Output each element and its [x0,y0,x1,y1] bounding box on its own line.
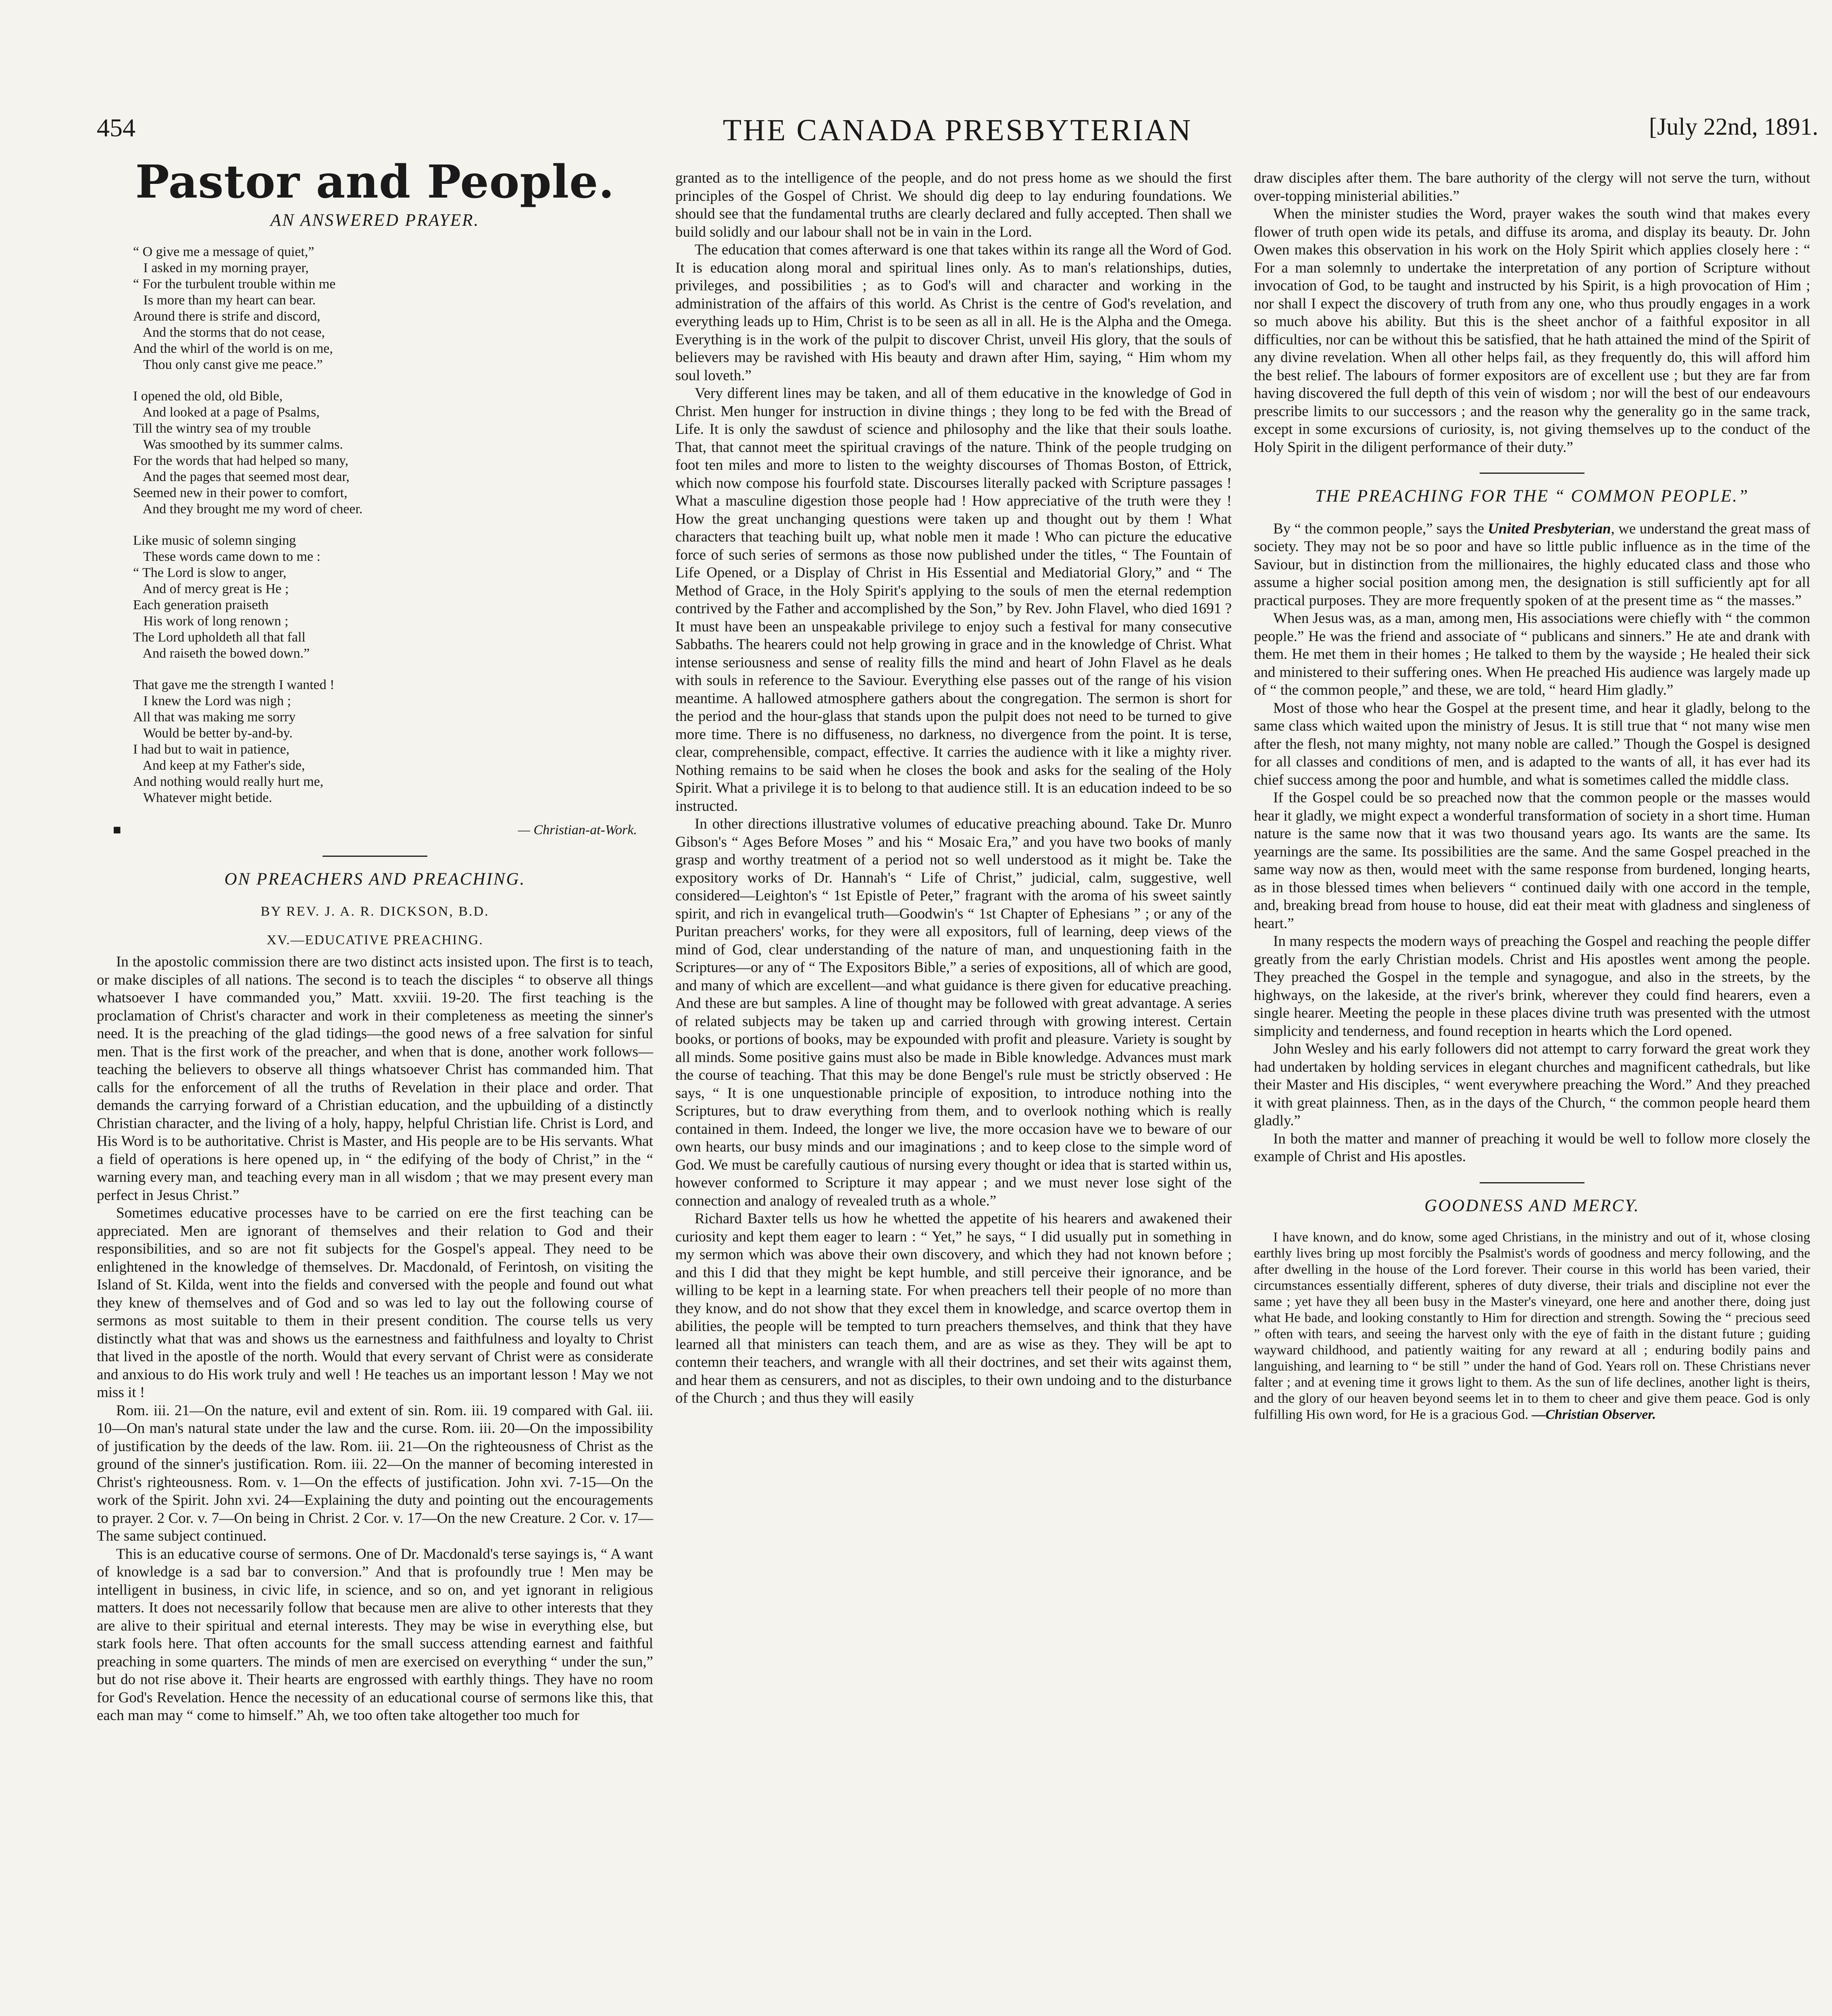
paragraph: draw disciples after them. The bare authority of the clergy will not serve the turn, without over-topping ministerial abilities.” [1254,170,1810,204]
paragraph: Very different lines may be taken, and all of them educative in the knowledge of God in Christ. Men hunger for instruction in divine things ; they long to be fed with the Bread of Life. It is only the sawdust of science and philosophy and the like that their souls loathe. That, that cannot meet the spiritual cravings of the nature. Think of the people trudging on foot ten miles and more to listen to the weighty discourses of Thomas Boston, of Ettrick, which now compose his fourfold state. Discourses literally packed with Scripture passages ! What a masculine digestion those people had ! How appreciative of the truth were they ! How the great unchanging questions were taken up and thought out by them ! What characters that teaching built up, what noble men it made ! Who can picture the educative force of such series of sermons as those now published under the titles, “ The Fountain of Life Opened, or a Display of Christ in His Essential and Mediatorial Glory,” and “ The Method of Grace, in the Holy Spirit's applying to the souls of men the eternal redemption contrived by the Father and accomplished by the Son,” by Rev. John Flavel, who died 1691 ? It must have been an unspeakable privilege to enjoy such a festival for many consecutive Sabbaths. The hearers could not help growing in grace and in the knowledge of Christ. What intense seriousness and sense of reality fills the mind and heart of John Flavel as he deals with souls in reference to the Saviour. Everything else passes out of the range of his vision meantime. A hallowed atmosphere gathers about the congregation. The sermon is short for the period and the hour-glass that stands upon the pulpit does not need to be turned to give more time. There is no diffuseness, no darkness, no divergence from the point. It is terse, clear, comprehensible, compact, effective. It carries the audience with it like a mighty river. Nothing remains to be said when he closes the book and asks for the sealing of the Holy Spirit. What a privilege it is to belong to that audience still. It is an education indeed to be so instructed. [675,385,1232,814]
paragraph: In other directions illustrative volumes of educative preaching abound. Take Dr. Munro Gibson's “ Ages Before Moses ” and his “ Mosaic Era,” and you have two books of manly grasp and worthy treatment of a period not so well understood as it might be. Take the expository works of Dr. Hannah's “ Life of Christ,” judicial, calm, suggestive, well considered—Leighton's “ 1st Epistle of Peter,” fragrant with the aroma of his sweet saintly spirit, and rich in evangelical truth—Goodwin's “ 1st Chapter of Ephesians ” ; or any of the Puritan preachers' works, for they were all expositors, full of learning, deep views of the mind of God, clear understanding of the nature of man, and unquestioning faith in the Scriptures—or any of “ The Expositors Bible,” a series of expositions, all of which are good, and many of which are excellent—and what guidance is there given for educative preaching. And these are but samples. A line of thought may be followed with great advantage. A series of related subjects may be taken up and carried through with growing interest. Certain books, or portions of books, may be expounded with profit and pleasure. Variety is sought by all minds. Some positive gains must also be made in Bible knowledge. Advances must mark the course of teaching. That this may be done Bengel's rule must be strictly observed : He says, “ It is one unquestionable principle of exposition, to introduce nothing into the Scriptures, but to draw everything from them, and to overlook nothing which is really contained in them. Indeed, the longer we live, the more occasion have we to beware of our own hearts, our busy minds and our imaginations ; and to keep close to the simple word of God. We must be carefully cautious of nursing every thought or idea that is started within us, however conformed to Scripture it may appear ; and we must never lose sight of the connection and analogy of revealed truth as a whole.” [675,816,1232,1209]
paragraph: Rom. iii. 21—On the nature, evil and extent of sin. Rom. iii. 19 compared with Gal. iii. 10—On man's natural state under the law and the curse. Rom. iii. 20—On the impossibility of justification by the deeds of the law. Rom. iii. 21—On the righteousness of Christ as the ground of the sinner's justification. Rom. iii. 22—On the manner of becoming interested in Christ's righteousness. Rom. v. 1—On the effects of justification. John xvi. 7-15—On the work of the Spirit. John xvi. 24—Explaining the duty and pointing out the encouragements to prayer. 2 Cor. v. 7—On being in Christ. 2 Cor. v. 17—On the new Creature. 2 Cor. v. 17—The same subject continued. [97,1402,653,1544]
issue-date: [July 22nd, 1891. [1649,113,1818,140]
article-title: THE PREACHING FOR THE “ COMMON PEOPLE.” [1254,473,1810,506]
poem-body [133,244,653,806]
paragraph: This is an educative course of sermons. One of Dr. Macdonald's terse sayings is, “ A want of knowledge is a sad bar to conversion.” And that is profoundly true ! Men may be intelligent in business, in civic life, in science, and so on, and yet ignorant in religious matters. It does not necessarily follow that because men are alive to other interests that they are alive to their spiritual and eternal interests. They may be wise in everything else, but stark fools here. That often accounts for the small success attending earnest and faithful preaching in some quarters. The minds of men are exercised on everything “ under the sun,” but do not rise above it. Their hearts are engrossed with earthly things. They have no room for God's Revelation. Hence the necessity of an educational course of sermons like this, that each man may “ come to himself.” Ah, we too often take altogether too much for [97,1545,653,1724]
poem-line: These words came down to me : [133,549,321,564]
poem-line: All that was making me sorry [133,710,296,725]
text-run: , we understand the great mass of society. They may not be so poor and have so little public influence as in the time of the Saviour, but in distinction from the millionaires, the highly educated class and those who assume a higher social position among men, the designation is still sufficiently apt for all practical purposes. They are more frequently spoken of at the present time as “ the masses.” [1254,520,1810,609]
poem-line: Thou only canst give me peace.” [133,357,323,372]
poem-line: And raiseth the bowed down.” [133,646,310,661]
poem-line: For the words that had helped so many, [133,453,349,468]
poem-line: I knew the Lord was nigh ; [133,694,291,708]
poem-line: And nothing would really hurt me, [133,774,324,789]
poem-line: “ For the turbulent trouble within me [133,277,336,292]
poem-line: And they brought me my word of cheer. [133,502,363,516]
paragraph [1254,520,1810,610]
poem-credit: ■ — Christian-at-Work. [97,821,637,839]
article-credit: —Christian Observer. [1532,1407,1656,1422]
article-title: ON PREACHERS AND PREACHING. [97,856,653,889]
poem-stanza [133,533,653,662]
poem-line: Was smoothed by its summer calms. [133,437,343,452]
department-title: Pastor and People. [135,156,615,208]
poem-line: And the pages that seemed most dear, [133,469,350,484]
column-3 [1254,169,1810,1423]
journal-title: THE CANADA PRESBYTERIAN [722,113,1193,147]
paragraph: If the Gospel could be so preached now that the common people or the masses would hear it gladly, we might expect a wonderful transformation of society in a short time. Human nature is the same now that it was two thousand years ago. Its wants are the same. Its yearnings are the same. Its possibilities are the same. And the same Gospel preached in the same way now as then, would meet with the same response from burdened, longing hearts, as in those blessed times when believers “ continued daily with one accord in the temple, and, breaking bread from house to house, did eat their meat with gladness and singleness of heart.” [1254,789,1810,932]
poem-line: Whatever might betide. [133,790,272,805]
paragraph: The education that comes afterward is one that takes within its range all the Word of God. It is education along moral and spiritual lines only. As to man's relationships, duties, privileges, and possibilities ; as to God's will and character and working in the administration of the affairs of this world. As Christ is the centre of God's revelation, and everything leads up to Him, Christ is to be seen as all in all. He is the Alpha and the Omega. Everything is in the work of the pulpit to discover Christ, unveil His glory, that the souls of believers may be ravished with His beauty and drawn after Him, saying, “ Him whom my soul loveth.” [675,242,1232,384]
poem-line: That gave me the strength I wanted ! [133,677,335,692]
paragraph: In both the matter and manner of preaching it would be well to follow more closely the example of Christ and His apostles. [1254,1130,1810,1165]
poem-line: I asked in my morning prayer, [133,260,309,275]
poem-line: And looked at a page of Psalms, [133,405,320,420]
article-byline: BY REV. J. A. R. DICKSON, B.D. [260,904,489,919]
poem-line: Around there is strife and discord, [133,309,321,324]
poem-line: And the whirl of the world is on me, [133,341,333,356]
article-title: GOODNESS AND MERCY. [1254,1182,1810,1215]
paragraph: granted as to the intelligence of the people, and do not press home as we should the first principles of the Gospel of Christ. We should dig deep to lay enduring foundations. We should see that the fundamental truths are clearly declared and fully accepted. Then shall we build solidly and our labour shall not be in vain in the Lord. [675,170,1232,240]
text-run: I have known, and do know, some aged Christians, in the ministry and out of it, whose closing earthly lives bring up most forcibly the Psalmist's words of goodness and mercy following, and the after dwelling in the house of the Lord forever. Their course in this world has been varied, their circumstances essentially different, spheres of duty diverse, their trials and discipline not ever the same ; yet have they all been busy in the Master's vineyard, one here and another there, doing just what He bade, and looking constantly to Him for direction and strength. Sowing the “ precious seed ” often with tears, and seeing the harvest only with the eye of faith in the distant future ; guiding wayward childhood, and patiently waiting for any reward at all ; enduring bodily pains and languishing, and learning to “ be still ” under the hand of God. Years roll on. These Christians never falter ; and at evening time it grows light to them. As the sun of life declines, another light is theirs, and the glory of our heaven beyond seems let in to them to cheer and give them peace. God is only fulfilling His own word, for He is a gracious God. [1254,1230,1810,1422]
poem-line: And keep at my Father's side, [133,758,305,773]
poem-line: Is more than my heart can bear. [133,293,316,308]
poem-line: “ The Lord is slow to anger, [133,565,287,580]
poem-line: I had but to wait in patience, [133,742,290,757]
page-number: 454 [97,113,135,142]
poem-line: Each generation praiseth [133,598,269,612]
poem-line: “ O give me a message of quiet,” [133,244,314,259]
poem-line: And of mercy great is He ; [133,581,289,596]
page-header [97,113,1818,149]
paragraph: In the apostolic commission there are two distinct acts insisted upon. The first is to teach, or make disciples of all nations. The second is to teach the disciples “ to observe all things whatsoever I have commanded you,” Matt. xxviii. 19-20. The first teaching is the proclamation of Christ's character and work in their completeness as meeting the sinner's need. It is the preaching of the glad tidings—the good news of a free salvation for sinful men. That is the first work of the preacher, and when that is done, another work follows—teaching the believers to observe all things whatsoever Christ has commanded him. That calls for the enforcement of all the truths of Revelation in their place and order. That demands the carrying forward of a Christian education, and the upbuilding of a distinctly Christian character, and the living of a holy, happy, helpful Christian life. Christ is Lord, and His Word is to be authoritative. Christ is Master, and His people are to be His servants. What a field of operations is here opened up, in “ the edifying of the body of Christ,” in the “ warning every man, and teaching every man in all wisdom ; that we may present every man perfect in Jesus Christ.” [97,954,653,1204]
poem-stanza [133,677,653,806]
poem-line: Would be better by-and-by. [133,726,293,741]
poem-line: Seemed new in their power to comfort, [133,485,348,500]
poem-line: His work of long renown ; [133,614,289,629]
article-subtitle: XV.—EDUCATIVE PREACHING. [266,932,483,948]
poem-line: And the storms that do not cease, [133,325,325,340]
poem-line: Till the wintry sea of my trouble [133,421,311,436]
paragraph: John Wesley and his early followers did not attempt to carry forward the great work they had undertaken by holding services in elegant churches and magnificent cathedrals, but like their Master and His disciples, “ went everywhere preaching the Word.” And they preached it with great plainness. Then, as in the days of the Church, “ the common people heard them gladly.” [1254,1041,1810,1129]
paragraph: Most of those who hear the Gospel at the present time, and hear it gladly, belong to the same class which waited upon the ministry of Jesus. It is still true that “ not many wise men after the flesh, not many mighty, not many noble are called.” Though the Gospel is designed for all classes and conditions of men, and is adapted to the wants of all, it has ever had its chief success among the poor and humble, and what is sometimes called the middle class. [1254,700,1810,788]
paragraph: Richard Baxter tells us how he whetted the appetite of his hearers and awakened their curiosity and kept them eager to learn : “ Yet,” he says, “ I did usually put in something in my sermon which was above their own discovery, and which they had not known before ; and this I did that they might be kept humble, and still perceive their ignorance, and be willing to be kept in a learning state. For when preachers tell their people of no more than they know, and do not show that they excel them in knowledge, and scarce overtop them in abilities, the people will be tempted to turn preachers themselves, and think that they have learned all that ministers can teach them, and are as wise as they. They will be apt to contemn their teachers, and wrangle with all their doctrines, and set their wits against them, and hear them as censurers, and not as disciples, to their own undoing and to the disturbance of the Church ; and thus they will easily [675,1210,1232,1406]
text-run: By “ the common people,” says the [1273,520,1488,537]
paragraph [1254,1229,1810,1423]
column-2 [675,169,1232,1408]
poem-stanza [133,388,653,517]
paragraph: When the minister studies the Word, prayer wakes the south wind that makes every flower of truth open wide its petals, and diffuse its aroma, and display its beauty. Dr. John Owen makes this observation in his work on the Holy Spirit which applies closely here : “ For a man solemnly to undertake the interpretation of any portion of Scripture without invocation of God, to be taught and instructed by his Spirit, is a high provocation of Him ; nor shall I expect the discovery of truth from any one, who thus proudly engages in a work so much above his ability. But this is the sheet anchor of a faithful expositor in all difficulties, nor can be without this be satisfied, that he hath attained the mind of the Spirit of any divine revelation. When all other helps fail, as they frequently do, this will afford him the best relief. The labours of former expositors are of excellent use ; but they are far from having discovered the full depth of this vein of wisdom ; nor will the best of our endeavours prescribe limits to our successors ; and the reason why the generality go in the same track, except in some excursions of curiosity, is, not giving themselves up to the conduct of the Holy Spirit in the diligent performance of their duty.” [1254,206,1810,456]
poem-line: The Lord upholdeth all that fall [133,630,306,645]
poem-line: Like music of solemn singing [133,533,296,548]
source-name: United Presbyterian [1488,520,1611,537]
paragraph: Sometimes educative processes have to be carried on ere the first teaching can be appreciated. Men are ignorant of themselves and their relation to God and their responsibilities, and so are not fit subjects for the Gospel's appeal. They need to be enlightened in the knowledge of themselves. Dr. Macdonald, of Ferintosh, on visiting the Island of St. Kilda, went into the fields and conversed with the people and found out what they knew of themselves and of God and so was led to lay out the following course of sermons as most suitable to them in their present condition. The course tells us very distinctly what that was and shows us the earnestness and faithfulness and loyalty to Christ that lived in the apostle of the north. Would that every servant of Christ were as considerate and anxious to do His work truly and well ! He teaches us an important lesson ! May we not miss it ! [97,1205,653,1401]
poem-line: I opened the old, old Bible, [133,389,283,404]
column-1 [97,156,653,1725]
paragraph: In many respects the modern ways of preaching the Gospel and reaching the people differ greatly from the early Christian models. Christ and His apostles went among the people. They preached the Gospel in the temple and synagogue, and also in the streets, by the highways, on the lakeside, at the river's brink, wherever they could find hearers, even a single hearer. Meeting the people in these places divine truth was presented with the utmost simplicity and tenderness, and found reception in hearts which the Lord opened. [1254,933,1810,1039]
poem-stanza [133,244,653,373]
paragraph: When Jesus was, as a man, among men, His associations were chiefly with “ the common people.” He was the friend and associate of “ publicans and sinners.” He ate and drank with them. He met them in their homes ; He talked to them by the wayside ; He healed their sick and ministered to their suffering ones. When He preached His audience was largely made up of “ the common people,” and these, we are told, “ heard Him gladly.” [1254,610,1810,698]
poem-title: AN ANSWERED PRAYER. [270,210,480,230]
